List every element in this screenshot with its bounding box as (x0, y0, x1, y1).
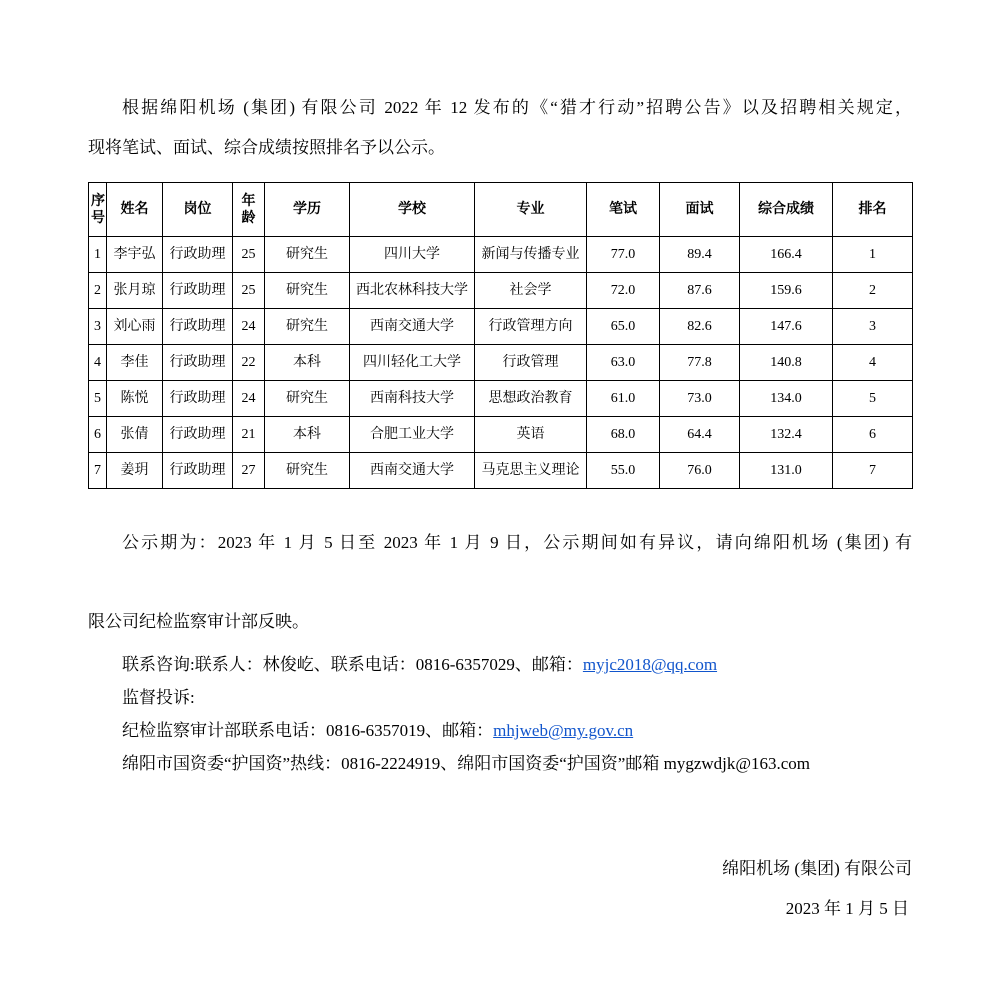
table-cell-seq: 3 (89, 309, 107, 345)
table-cell-written-score: 61.0 (587, 381, 660, 417)
table-cell-rank: 7 (833, 453, 913, 489)
column-header-age: 年龄 (233, 183, 265, 237)
table-cell-seq: 2 (89, 273, 107, 309)
table-cell-rank: 1 (833, 237, 913, 273)
table-cell-written-score: 68.0 (587, 417, 660, 453)
table-cell-major: 社会学 (475, 273, 587, 309)
table-cell-seq: 6 (89, 417, 107, 453)
table-cell-interview-score: 87.6 (660, 273, 740, 309)
contact-line-consult (88, 653, 912, 677)
table-cell-education: 研究生 (265, 381, 350, 417)
results-table (88, 182, 913, 489)
table-row (89, 417, 913, 453)
table-cell-position: 行政助理 (163, 273, 233, 309)
table-cell-name: 张月琼 (107, 273, 163, 309)
table-cell-major: 马克思主义理论 (475, 453, 587, 489)
table-cell-total-score: 166.4 (740, 237, 833, 273)
column-header-school: 学校 (350, 183, 475, 237)
table-cell-school: 西南科技大学 (350, 381, 475, 417)
column-header-seq: 序号 (89, 183, 107, 237)
intro-line-2: 现将笔试、面试、综合成绩按照排名予以公示。 (88, 138, 445, 157)
table-body (89, 237, 913, 489)
table-cell-total-score: 140.8 (740, 345, 833, 381)
table-row (89, 309, 913, 345)
table-cell-position: 行政助理 (163, 237, 233, 273)
table-cell-total-score: 131.0 (740, 453, 833, 489)
table-cell-major: 行政管理方向 (475, 309, 587, 345)
table-row (89, 273, 913, 309)
table-cell-age: 21 (233, 417, 265, 453)
table-cell-education: 研究生 (265, 309, 350, 345)
table-cell-age: 27 (233, 453, 265, 489)
table-cell-seq: 7 (89, 453, 107, 489)
table-row (89, 237, 913, 273)
column-header-position: 岗位 (163, 183, 233, 237)
table-cell-education: 研究生 (265, 453, 350, 489)
signature-block (88, 857, 912, 921)
contact-line-sasac (88, 752, 912, 776)
table-cell-position: 行政助理 (163, 417, 233, 453)
intro-line-1: 根据绵阳机场 (集团) 有限公司 2022 年 12 发布的《“猎才行动”招聘公告》以及招聘相关规定， (122, 98, 912, 117)
table-cell-rank: 2 (833, 273, 913, 309)
table-row (89, 453, 913, 489)
table-cell-position: 行政助理 (163, 309, 233, 345)
table-cell-total-score: 132.4 (740, 417, 833, 453)
email-link-myjc[interactable]: myjc2018@qq.com (582, 655, 718, 674)
contact-line-supervise (88, 686, 912, 710)
table-cell-major: 思想政治教育 (475, 381, 587, 417)
table-cell-seq: 5 (89, 381, 107, 417)
contact-line-discipline (88, 719, 912, 743)
email-link-mhjweb[interactable]: mhjweb@my.gov.cn (493, 721, 634, 740)
table-cell-position: 行政助理 (163, 345, 233, 381)
table-cell-rank: 6 (833, 417, 913, 453)
table-cell-age: 25 (233, 273, 265, 309)
column-header-written-score: 笔试 (587, 183, 660, 237)
table-cell-name: 张倩 (107, 417, 163, 453)
table-cell-school: 四川大学 (350, 237, 475, 273)
contact-discipline-text: 纪检监察审计部联系电话：0816-6357019、邮箱： (122, 721, 494, 740)
table-cell-position: 行政助理 (163, 381, 233, 417)
table-cell-age: 24 (233, 309, 265, 345)
table-cell-education: 本科 (265, 417, 350, 453)
column-header-rank: 排名 (833, 183, 913, 237)
table-cell-name: 刘心雨 (107, 309, 163, 345)
table-cell-rank: 5 (833, 381, 913, 417)
table-cell-major: 新闻与传播专业 (475, 237, 587, 273)
table-cell-major: 英语 (475, 417, 587, 453)
table-cell-name: 陈悦 (107, 381, 163, 417)
table-cell-school: 合肥工业大学 (350, 417, 475, 453)
table-cell-total-score: 147.6 (740, 309, 833, 345)
table-cell-written-score: 65.0 (587, 309, 660, 345)
contact-section (88, 653, 912, 776)
table-cell-seq: 1 (89, 237, 107, 273)
table-cell-interview-score: 73.0 (660, 381, 740, 417)
intro-paragraph (88, 88, 912, 168)
signature-date: 2023 年 1 月 5 日 (785, 899, 909, 918)
column-header-total-score: 综合成绩 (740, 183, 833, 237)
table-cell-written-score: 55.0 (587, 453, 660, 489)
notice-line-2: 限公司纪检监察审计部反映。 (88, 612, 309, 631)
table-cell-school: 西北农林科技大学 (350, 273, 475, 309)
table-cell-rank: 4 (833, 345, 913, 381)
table-cell-school: 西南交通大学 (350, 309, 475, 345)
table-cell-written-score: 77.0 (587, 237, 660, 273)
contact-supervise-text: 监督投诉: (122, 688, 195, 707)
table-cell-age: 22 (233, 345, 265, 381)
column-header-name: 姓名 (107, 183, 163, 237)
table-cell-interview-score: 77.8 (660, 345, 740, 381)
table-cell-major: 行政管理 (475, 345, 587, 381)
notice-line-1: 公示期为：2023 年 1 月 5 日至 2023 年 1 月 9 日，公示期间如有异议，请向绵阳机场 (集团) 有 (122, 533, 912, 552)
table-cell-total-score: 134.0 (740, 381, 833, 417)
column-header-education: 学历 (265, 183, 350, 237)
table-cell-rank: 3 (833, 309, 913, 345)
table-cell-written-score: 63.0 (587, 345, 660, 381)
table-cell-education: 本科 (265, 345, 350, 381)
table-cell-name: 李宇弘 (107, 237, 163, 273)
table-header-row (89, 183, 913, 237)
table-cell-education: 研究生 (265, 273, 350, 309)
table-cell-seq: 4 (89, 345, 107, 381)
table-cell-school: 四川轻化工大学 (350, 345, 475, 381)
table-cell-interview-score: 89.4 (660, 237, 740, 273)
table-row (89, 345, 913, 381)
table-cell-age: 24 (233, 381, 265, 417)
table-cell-education: 研究生 (265, 237, 350, 273)
table-row (89, 381, 913, 417)
table-cell-position: 行政助理 (163, 453, 233, 489)
table-cell-school: 西南交通大学 (350, 453, 475, 489)
table-cell-name: 姜玥 (107, 453, 163, 489)
signature-company: 绵阳机场 (集团) 有限公司 (722, 859, 912, 878)
table-cell-interview-score: 76.0 (660, 453, 740, 489)
table-cell-interview-score: 82.6 (660, 309, 740, 345)
contact-sasac-text: 绵阳市国资委“护国资”热线：0816-2224919、绵阳市国资委“护国资”邮箱 mygzwdjk@163.com (122, 754, 811, 773)
table-cell-written-score: 72.0 (587, 273, 660, 309)
table-cell-total-score: 159.6 (740, 273, 833, 309)
contact-consult-text: 联系咨询:联系人：林俊屹、联系电话：0816-6357029、邮箱： (122, 655, 583, 674)
table-cell-interview-score: 64.4 (660, 417, 740, 453)
table-cell-age: 25 (233, 237, 265, 273)
notice-paragraph (88, 531, 912, 634)
table-cell-name: 李佳 (107, 345, 163, 381)
column-header-major: 专业 (475, 183, 587, 237)
column-header-interview-score: 面试 (660, 183, 740, 237)
